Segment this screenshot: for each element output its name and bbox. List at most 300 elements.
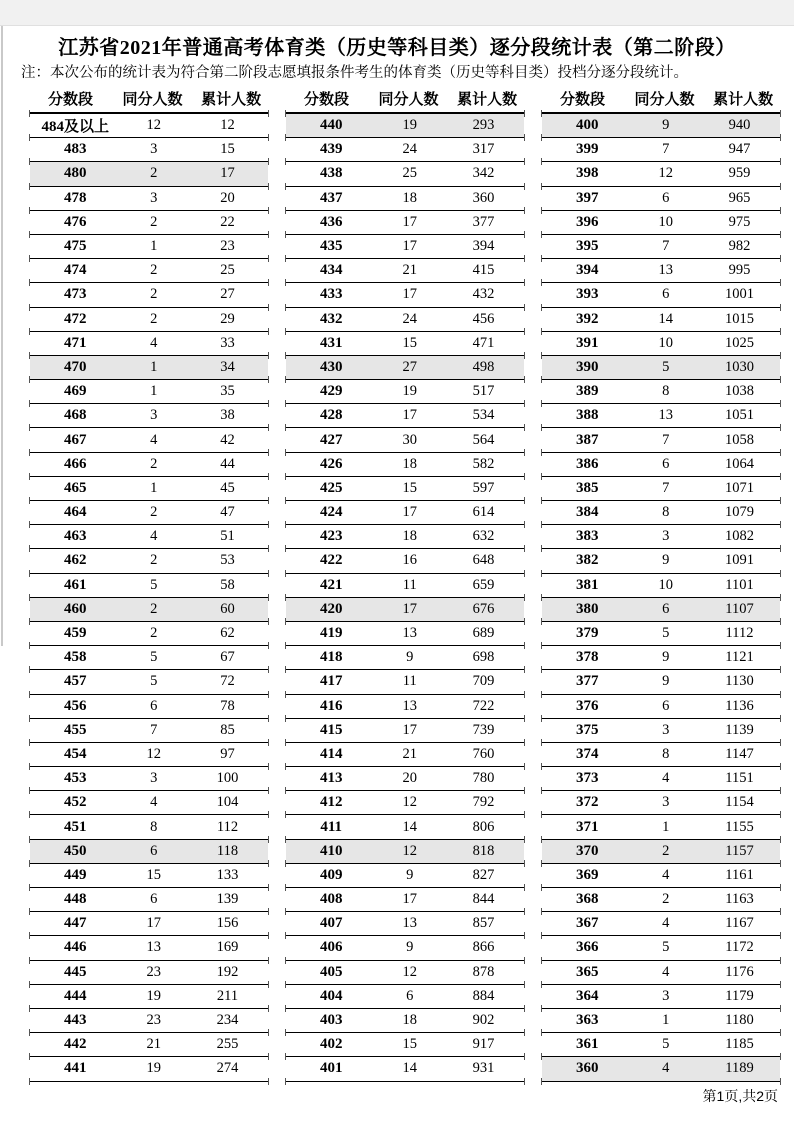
- table-header-row: [30, 84, 268, 112]
- score-segment: 380: [575, 600, 599, 617]
- cumulative-count: 255: [216, 1036, 239, 1053]
- score-segment: 448: [63, 891, 87, 908]
- same-score-count: 13: [402, 697, 417, 714]
- same-score-count: 9: [662, 117, 670, 134]
- same-score-count: 7: [662, 141, 670, 158]
- table-row: [542, 211, 780, 235]
- score-segment: 389: [575, 383, 599, 400]
- cumulative-count: 1112: [725, 625, 754, 642]
- same-score-count: 12: [402, 842, 417, 859]
- table-row: [30, 356, 268, 380]
- table-row: [30, 767, 268, 791]
- same-score-count: 9: [406, 939, 414, 956]
- table-row: [542, 622, 780, 646]
- score-table-2: [286, 84, 524, 1082]
- score-segment: 421: [319, 576, 343, 593]
- page-title: 江苏省2021年普通高考体育类（历史等科目类）逐分段统计表（第二阶段）: [58, 37, 736, 59]
- score-segment: 416: [319, 697, 343, 714]
- same-score-count: 13: [658, 262, 673, 279]
- table-row: [542, 598, 780, 622]
- same-score-count: 17: [402, 504, 417, 521]
- cumulative-count: 35: [220, 383, 235, 400]
- score-segment: 446: [63, 939, 87, 956]
- same-score-count: 19: [402, 117, 417, 134]
- score-segment: 475: [63, 238, 87, 255]
- table-row: [542, 114, 780, 138]
- table-row: [30, 743, 268, 767]
- table-row: [542, 428, 780, 452]
- score-segment: 410: [319, 842, 343, 859]
- table-row: [286, 646, 524, 670]
- same-score-count: 4: [662, 770, 670, 787]
- same-score-count: 5: [662, 939, 670, 956]
- table-row: [542, 380, 780, 404]
- same-score-count: 17: [402, 213, 417, 230]
- table-row: [30, 719, 268, 743]
- score-segment: 431: [319, 334, 343, 351]
- score-segment: 365: [575, 963, 599, 980]
- table-row: [30, 308, 268, 332]
- score-segment: 478: [63, 189, 87, 206]
- score-segment: 385: [575, 479, 599, 496]
- score-segment: 393: [575, 286, 599, 303]
- cumulative-count: 1147: [725, 745, 754, 762]
- cumulative-count: 342: [472, 165, 495, 182]
- same-score-count: 2: [150, 286, 158, 303]
- table-row: [286, 864, 524, 888]
- cumulative-count: 27: [220, 286, 235, 303]
- cumulative-count: 62: [220, 625, 235, 642]
- score-segment: 432: [319, 310, 343, 327]
- same-score-count: 7: [662, 431, 670, 448]
- table-row: [30, 1033, 268, 1057]
- table-body: [30, 112, 268, 1082]
- score-segment: 391: [575, 334, 599, 351]
- same-score-count: 14: [402, 1060, 417, 1077]
- table-row: [542, 308, 780, 332]
- table-row: [30, 332, 268, 356]
- table-row: [30, 646, 268, 670]
- same-score-count: 14: [658, 310, 673, 327]
- same-score-count: 2: [662, 891, 670, 908]
- cumulative-count: 42: [220, 431, 235, 448]
- same-score-count: 17: [402, 407, 417, 424]
- same-score-count: 13: [402, 625, 417, 642]
- table-row: [30, 477, 268, 501]
- score-segment: 423: [319, 528, 343, 545]
- table-row: [542, 549, 780, 573]
- cumulative-count: 1091: [725, 552, 755, 569]
- table-row: [542, 477, 780, 501]
- table-row: [542, 283, 780, 307]
- table-row: [286, 815, 524, 839]
- score-segment: 419: [319, 625, 343, 642]
- score-segment: 369: [575, 866, 599, 883]
- table-row: [542, 138, 780, 162]
- score-segment: 403: [319, 1012, 343, 1029]
- table-row: [286, 501, 524, 525]
- table-row: [30, 791, 268, 815]
- table-row: [542, 743, 780, 767]
- tables: [30, 84, 781, 1082]
- score-segment: 381: [575, 576, 599, 593]
- table-row: [30, 138, 268, 162]
- score-segment: 376: [575, 697, 599, 714]
- score-segment: 460: [63, 600, 87, 617]
- cumulative-count: 689: [472, 625, 495, 642]
- table-row: [542, 864, 780, 888]
- cumulative-count: 112: [216, 818, 239, 835]
- table-row: [30, 114, 268, 138]
- table-row: [542, 961, 780, 985]
- same-score-count: 13: [402, 915, 417, 932]
- cumulative-count: 360: [472, 189, 495, 206]
- score-segment: 364: [575, 987, 599, 1004]
- table-row: [286, 936, 524, 960]
- table-row: [30, 428, 268, 452]
- same-score-count: 2: [150, 600, 158, 617]
- score-segment: 430: [319, 358, 343, 375]
- table-row: [286, 549, 524, 573]
- same-score-count: 1: [150, 383, 158, 400]
- same-score-count: 2: [150, 455, 158, 472]
- same-score-count: 3: [662, 721, 670, 738]
- cumulative-count: 698: [472, 649, 495, 666]
- table-row: [30, 840, 268, 864]
- cumulative-count: 60: [220, 600, 235, 617]
- cumulative-count: 806: [472, 818, 495, 835]
- table-row: [286, 719, 524, 743]
- score-segment: 473: [63, 286, 87, 303]
- cumulative-count: 866: [472, 939, 495, 956]
- cumulative-count: 1167: [725, 915, 754, 932]
- score-segment: 426: [319, 455, 343, 472]
- cumulative-count: 498: [472, 358, 495, 375]
- same-score-count: 2: [150, 552, 158, 569]
- same-score-count: 15: [402, 479, 417, 496]
- cumulative-count: 17: [220, 165, 235, 182]
- score-segment: 373: [575, 770, 599, 787]
- score-segment: 399: [575, 141, 599, 158]
- same-score-count: 5: [662, 358, 670, 375]
- score-segment: 374: [575, 745, 599, 762]
- table-row: [542, 235, 780, 259]
- score-segment: 449: [63, 866, 87, 883]
- score-segment: 383: [575, 528, 599, 545]
- score-segment: 386: [575, 455, 599, 472]
- score-segment: 456: [63, 697, 87, 714]
- score-segment: 405: [319, 963, 343, 980]
- same-score-count: 14: [402, 818, 417, 835]
- cumulative-count: 975: [728, 213, 751, 230]
- same-score-count: 21: [146, 1036, 161, 1053]
- same-score-count: 2: [662, 842, 670, 859]
- same-score-count: 11: [402, 576, 417, 593]
- cumulative-count: 139: [216, 891, 239, 908]
- table-row: [30, 162, 268, 186]
- cumulative-count: 1038: [725, 383, 755, 400]
- cumulative-count: 818: [472, 842, 495, 859]
- table-row: [286, 356, 524, 380]
- same-score-count: 6: [406, 987, 414, 1004]
- same-score-count: 2: [150, 625, 158, 642]
- same-score-count: 4: [662, 915, 670, 932]
- same-score-count: 2: [150, 165, 158, 182]
- same-score-count: 1: [150, 238, 158, 255]
- cumulative-count: 1172: [725, 939, 754, 956]
- table-row: [542, 719, 780, 743]
- score-segment: 396: [575, 213, 599, 230]
- table-row: [286, 1033, 524, 1057]
- score-segment: 390: [575, 358, 599, 375]
- table-header-row: [542, 84, 780, 112]
- score-segment: 401: [319, 1060, 343, 1077]
- same-score-count: 4: [150, 334, 158, 351]
- cumulative-count: 78: [220, 697, 235, 714]
- cumulative-count: 959: [728, 165, 751, 182]
- table-row: [542, 767, 780, 791]
- cumulative-count: 67: [220, 649, 235, 666]
- same-score-count: 30: [402, 431, 417, 448]
- same-score-count: 9: [662, 649, 670, 666]
- score-segment: 472: [63, 310, 87, 327]
- same-score-count: 10: [658, 334, 673, 351]
- score-segment: 458: [63, 649, 87, 666]
- score-segment: 433: [319, 286, 343, 303]
- score-segment: 384: [575, 504, 599, 521]
- table-row: [542, 936, 780, 960]
- cumulative-count: 917: [472, 1036, 495, 1053]
- same-score-count: 13: [146, 939, 161, 956]
- table-row: [30, 574, 268, 598]
- table-row: [30, 283, 268, 307]
- score-segment: 382: [575, 552, 599, 569]
- same-score-count: 12: [146, 745, 161, 762]
- cumulative-count: 995: [728, 262, 751, 279]
- score-segment: 412: [319, 794, 343, 811]
- same-score-count: 17: [402, 721, 417, 738]
- cumulative-count: 33: [220, 334, 235, 351]
- table-row: [542, 985, 780, 1009]
- score-segment: 420: [319, 600, 343, 617]
- table-row: [286, 961, 524, 985]
- cumulative-count: 1155: [725, 818, 754, 835]
- table-row: [286, 477, 524, 501]
- score-segment: 387: [575, 431, 599, 448]
- same-score-count: 6: [662, 600, 670, 617]
- table-row: [286, 525, 524, 549]
- table-row: [286, 985, 524, 1009]
- same-score-count: 5: [150, 649, 158, 666]
- table-row: [542, 574, 780, 598]
- same-score-count: 4: [150, 528, 158, 545]
- same-score-count: 2: [150, 310, 158, 327]
- table-row: [542, 912, 780, 936]
- cumulative-count: 377: [472, 213, 495, 230]
- same-score-count: 18: [402, 455, 417, 472]
- table-row: [542, 888, 780, 912]
- column-header: 同分人数: [122, 91, 183, 108]
- table-row: [286, 332, 524, 356]
- score-segment: 372: [575, 794, 599, 811]
- table-row: [30, 936, 268, 960]
- table-row: [30, 235, 268, 259]
- same-score-count: 9: [406, 866, 414, 883]
- score-segment: 392: [575, 310, 599, 327]
- score-segment: 474: [63, 262, 87, 279]
- score-segment: 388: [575, 407, 599, 424]
- table-row: [30, 598, 268, 622]
- cumulative-count: 1179: [725, 987, 754, 1004]
- table-row: [542, 646, 780, 670]
- cumulative-count: 931: [472, 1060, 495, 1077]
- cumulative-count: 97: [220, 745, 235, 762]
- score-segment: 404: [319, 987, 343, 1004]
- score-segment: 418: [319, 649, 343, 666]
- cumulative-count: 47: [220, 504, 235, 521]
- score-segment: 366: [575, 939, 599, 956]
- score-segment: 363: [575, 1012, 599, 1029]
- same-score-count: 18: [402, 189, 417, 206]
- cumulative-count: 25: [220, 262, 235, 279]
- table-row: [30, 549, 268, 573]
- same-score-count: 6: [662, 697, 670, 714]
- score-segment: 451: [63, 818, 87, 835]
- score-segment: 428: [319, 407, 343, 424]
- score-segment: 406: [319, 939, 343, 956]
- table-row: [286, 162, 524, 186]
- cumulative-count: 53: [220, 552, 235, 569]
- table-row: [30, 453, 268, 477]
- table-row: [286, 767, 524, 791]
- cumulative-count: 293: [472, 117, 495, 134]
- same-score-count: 17: [146, 915, 161, 932]
- table-row: [542, 453, 780, 477]
- table-row: [542, 525, 780, 549]
- cumulative-count: 632: [472, 528, 495, 545]
- score-segment: 429: [319, 383, 343, 400]
- score-segment: 360: [575, 1060, 599, 1077]
- same-score-count: 23: [146, 1012, 161, 1029]
- table-row: [542, 1057, 780, 1081]
- table-row: [286, 574, 524, 598]
- cumulative-count: 317: [472, 141, 495, 158]
- table-row: [30, 525, 268, 549]
- cumulative-count: 15: [220, 141, 235, 158]
- score-segment: 400: [575, 117, 599, 134]
- cumulative-count: 1121: [725, 649, 754, 666]
- cumulative-count: 709: [472, 673, 495, 690]
- cumulative-count: 104: [216, 794, 239, 811]
- table-row: [30, 912, 268, 936]
- score-segment: 370: [575, 842, 599, 859]
- score-segment: 476: [63, 213, 87, 230]
- table-row: [542, 187, 780, 211]
- same-score-count: 5: [662, 625, 670, 642]
- same-score-count: 19: [146, 1060, 161, 1077]
- score-segment: 471: [63, 334, 87, 351]
- same-score-count: 9: [662, 552, 670, 569]
- same-score-count: 25: [402, 165, 417, 182]
- cumulative-count: 432: [472, 286, 495, 303]
- score-segment: 444: [63, 987, 87, 1004]
- cumulative-count: 34: [220, 358, 235, 375]
- same-score-count: 5: [150, 673, 158, 690]
- table-row: [542, 1009, 780, 1033]
- cumulative-count: 22: [220, 213, 235, 230]
- same-score-count: 20: [402, 770, 417, 787]
- cumulative-count: 1176: [725, 963, 754, 980]
- cumulative-count: 1185: [725, 1036, 754, 1053]
- cumulative-count: 902: [472, 1012, 495, 1029]
- table-row: [286, 840, 524, 864]
- same-score-count: 2: [150, 504, 158, 521]
- cumulative-count: 415: [472, 262, 495, 279]
- same-score-count: 6: [150, 842, 158, 859]
- same-score-count: 1: [150, 479, 158, 496]
- cumulative-count: 1079: [725, 504, 755, 521]
- cumulative-count: 1180: [725, 1012, 754, 1029]
- score-segment: 441: [63, 1060, 87, 1077]
- same-score-count: 24: [402, 141, 417, 158]
- score-segment: 371: [575, 818, 599, 835]
- cumulative-count: 394: [472, 238, 495, 255]
- table-row: [286, 743, 524, 767]
- score-segment: 442: [63, 1036, 87, 1053]
- table-header-row: [286, 84, 524, 112]
- column-header: 分数段: [559, 91, 605, 108]
- column-header: 分数段: [47, 91, 93, 108]
- note-text: 注：本次公布的统计表为符合第二阶段志愿填报条件考生的体育类（历史等科目类）投档分逐分段统计。: [21, 65, 688, 81]
- cumulative-count: 29: [220, 310, 235, 327]
- table-row: [542, 404, 780, 428]
- cumulative-count: 133: [216, 866, 239, 883]
- score-segment: 411: [320, 818, 343, 835]
- table-row: [286, 670, 524, 694]
- same-score-count: 4: [662, 963, 670, 980]
- cumulative-count: 1163: [725, 891, 754, 908]
- score-segment: 402: [319, 1036, 343, 1053]
- same-score-count: 12: [402, 794, 417, 811]
- same-score-count: 6: [150, 697, 158, 714]
- page-number: 第1页,共2页: [702, 1088, 778, 1104]
- cumulative-count: 23: [220, 238, 235, 255]
- cumulative-count: 1101: [725, 576, 754, 593]
- same-score-count: 4: [150, 431, 158, 448]
- same-score-count: 19: [146, 987, 161, 1004]
- cumulative-count: 722: [472, 697, 495, 714]
- score-segment: 461: [63, 576, 87, 593]
- score-segment: 455: [63, 721, 87, 738]
- table-row: [30, 404, 268, 428]
- same-score-count: 1: [662, 1012, 670, 1029]
- cumulative-count: 45: [220, 479, 235, 496]
- cumulative-count: 44: [220, 455, 235, 472]
- cumulative-count: 156: [216, 915, 239, 932]
- cumulative-count: 780: [472, 770, 495, 787]
- cumulative-count: 118: [216, 842, 239, 859]
- cumulative-count: 1161: [725, 866, 754, 883]
- same-score-count: 15: [402, 334, 417, 351]
- table-row: [30, 961, 268, 985]
- table-row: [30, 1009, 268, 1033]
- score-segment: 452: [63, 794, 87, 811]
- score-segment: 439: [319, 141, 343, 158]
- score-segment: 447: [63, 915, 87, 932]
- score-segment: 480: [63, 165, 87, 182]
- same-score-count: 5: [662, 1036, 670, 1053]
- same-score-count: 6: [662, 189, 670, 206]
